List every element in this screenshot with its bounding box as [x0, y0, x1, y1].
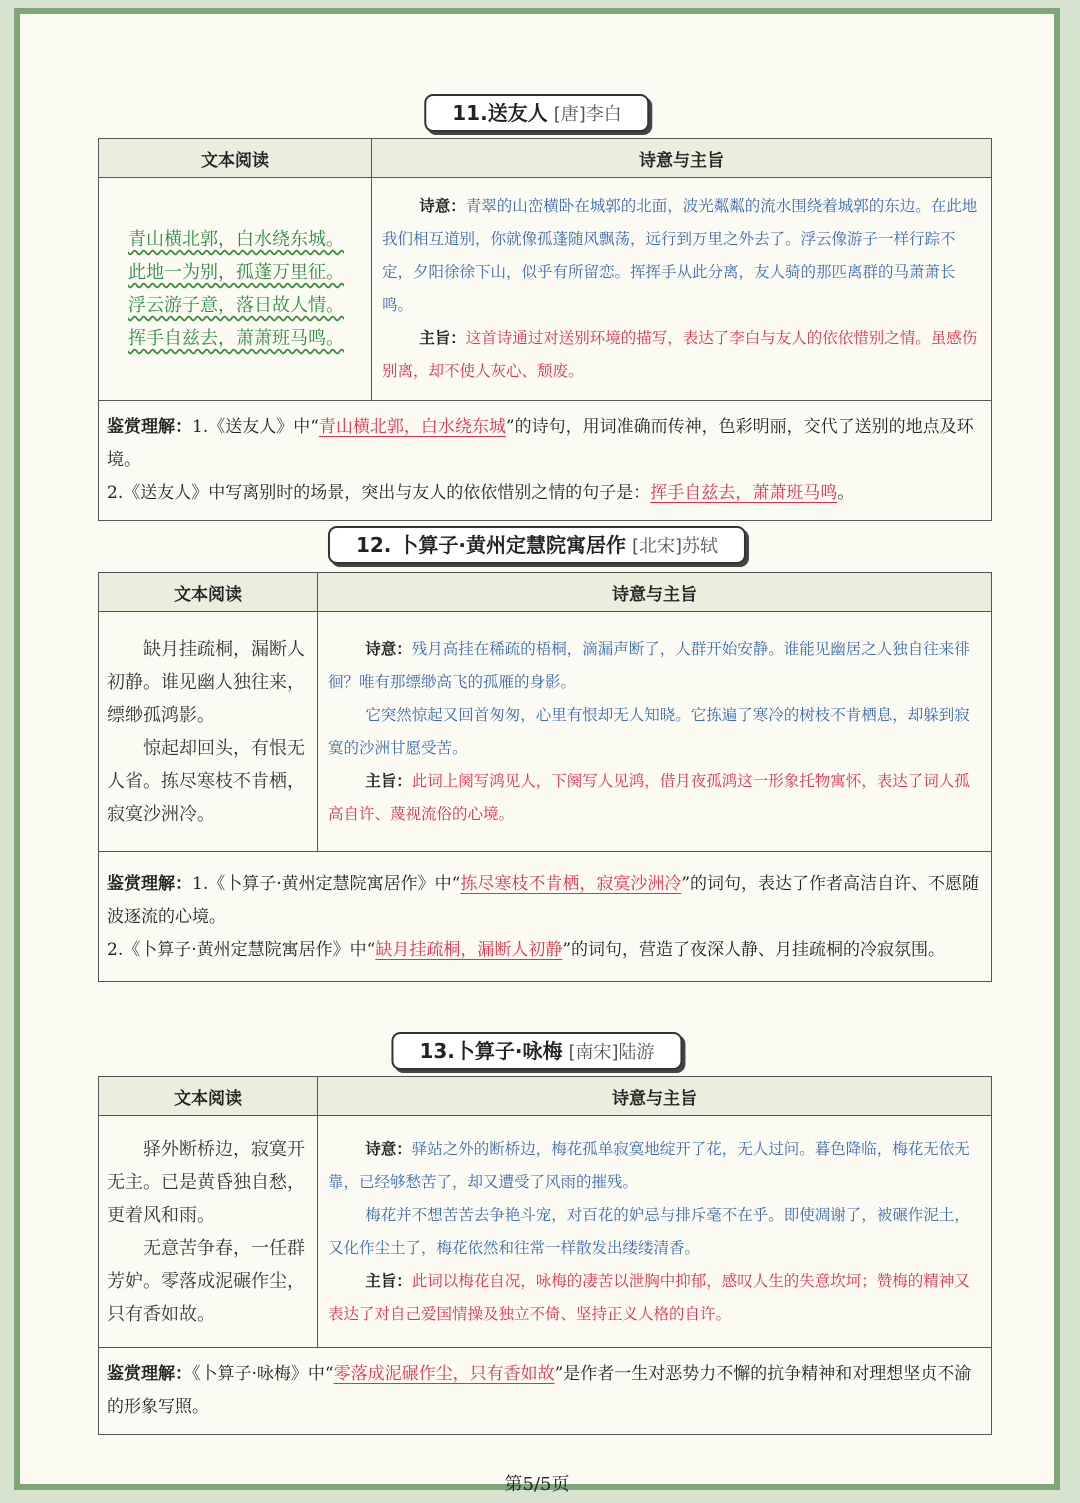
poem-line: 挥手自兹去，萧萧班马鸣。	[128, 328, 344, 349]
analysis-highlight: 拣尽寒枝不肯栖，寂寞沙洲冷	[460, 874, 682, 894]
poem-line: 此地一为别，孤蓬万里征。	[128, 262, 344, 283]
poem-para: 驿外断桥边，寂寞开无主。已是黄昏独自愁，更着风和雨。	[107, 1138, 305, 1226]
analysis-label: 鉴赏理解：	[107, 417, 192, 437]
analysis-item	[107, 477, 983, 510]
original-text	[99, 1116, 318, 1348]
theme-para	[382, 322, 981, 388]
analysis-cell	[99, 852, 992, 982]
analysis-text: 《卜算子·咏梅》中“	[192, 1364, 334, 1384]
analysis-cell	[99, 401, 992, 521]
poem-title-text: 13.卜算子·咏梅	[419, 1039, 563, 1063]
poem-table-11	[98, 138, 992, 521]
col-header-reading: 文本阅读	[99, 139, 372, 178]
poem-table-13	[98, 1076, 992, 1435]
analysis-highlight: 零落成泥碾作尘，只有香如故	[333, 1364, 555, 1384]
analysis-item	[107, 1358, 983, 1424]
meaning-label: 诗意：	[365, 1139, 412, 1158]
poem-author: [南宋]陆游	[568, 1042, 655, 1063]
meaning-para	[382, 190, 981, 322]
theme-para	[328, 765, 981, 831]
theme-label: 主旨：	[365, 1271, 412, 1290]
original-text	[99, 178, 372, 401]
meaning-label: 诗意：	[365, 639, 412, 658]
theme-label: 主旨：	[365, 771, 412, 790]
analysis-highlight: 挥手自兹去，萧萧班马鸣	[650, 483, 838, 503]
col-header-meaning: 诗意与主旨	[372, 139, 992, 178]
analysis-text: 2.《送友人》中写离别时的场景，突出与友人的依依惜别之情的句子是：	[107, 483, 651, 503]
analysis-label: 鉴赏理解：	[107, 1364, 192, 1384]
original-text	[99, 612, 318, 852]
poem-title-text: 11.送友人	[452, 101, 548, 125]
poem-author: [唐]李白	[553, 104, 622, 125]
theme-text: 此词以梅花自况，咏梅的凄苦以泄胸中抑郁，感叹人生的失意坎坷；赞梅的精神又表达了对自己爱国情操及独立不倚、坚持正义人格的自许。	[328, 1271, 970, 1323]
analysis-item	[107, 934, 983, 967]
meaning-text: 青翠的山峦横卧在城郭的北面，波光粼粼的流水围绕着城郭的东边。在此地我们相互道别，你就像孤蓬随风飘荡，远行到万里之外去了。浮云像游子一样行踪不定，夕阳徐徐下山，似乎有所留恋。挥挥手从此分离，友人骑的那匹离群的马萧萧长鸣。	[382, 197, 978, 314]
poem-author: [北宋]苏轼	[631, 536, 719, 557]
poem-line: 浮云游子意，落日故人情。	[128, 295, 344, 316]
translation-cell	[318, 1116, 992, 1348]
analysis-text: ”的词句，营造了夜深人静、月挂疏桐的冷寂氛围。	[562, 940, 946, 960]
theme-label: 主旨：	[419, 329, 466, 347]
poem-line: 青山横北郭，白水绕东城。	[128, 229, 344, 250]
col-header-meaning: 诗意与主旨	[318, 1077, 992, 1116]
page-inner	[32, 26, 1042, 1495]
poem-para: 缺月挂疏桐，漏断人初静。谁见幽人独往来，缥缈孤鸿影。	[107, 638, 305, 726]
poem-title-12	[328, 526, 746, 564]
col-header-reading: 文本阅读	[99, 1077, 318, 1116]
analysis-text: ”的诗句，用词准确而传神，色彩明丽，交代了送别的地点及环境。	[107, 417, 974, 470]
poem-para: 惊起却回头，有恨无人省。拣尽寒枝不肯栖，寂寞沙洲冷。	[107, 737, 305, 825]
meaning-para	[328, 633, 981, 699]
meaning-text-2: 梅花并不想苦苦去争艳斗宠，对百花的妒忌与排斥毫不在乎。即使凋谢了，被碾作泥土，又化作尘土了，梅花依然和往常一样散发出缕缕清香。	[328, 1205, 970, 1257]
meaning-text-2: 它突然惊起又回首匆匆，心里有恨却无人知晓。它拣遍了寒冷的树枝不肯栖息，却躲到寂寞的沙洲甘愿受苦。	[328, 705, 970, 757]
analysis-item	[107, 868, 983, 934]
poem-title-text: 12. 卜算子·黄州定慧院寓居作	[355, 533, 626, 557]
analysis-text: ”是作者一生对恶势力不懈的抗争精神和对理想坚贞不渝的形象写照。	[107, 1364, 972, 1417]
col-header-reading: 文本阅读	[99, 573, 318, 612]
analysis-cell	[99, 1348, 992, 1435]
analysis-text: 。	[837, 483, 855, 503]
analysis-highlight: 缺月挂疏桐，漏断人初静	[375, 940, 563, 960]
analysis-text: 1.《送友人》中“	[192, 417, 319, 437]
meaning-label: 诗意：	[419, 197, 466, 215]
analysis-text: 1.《卜算子·黄州定慧院寓居作》中“	[192, 874, 461, 894]
analysis-item	[107, 411, 983, 477]
col-header-meaning: 诗意与主旨	[318, 573, 992, 612]
meaning-para	[328, 1133, 981, 1199]
analysis-label: 鉴赏理解：	[107, 874, 192, 894]
analysis-highlight: 青山横北郭，白水绕东城	[318, 417, 506, 437]
theme-text: 这首诗通过对送别环境的描写，表达了李白与友人的依依惜别之情。虽感伤别离，却不使人灰心、颓废。	[382, 329, 978, 380]
meaning-text: 残月高挂在稀疏的梧桐，滴漏声断了，人群开始安静。谁能见幽居之人独自往来徘徊？唯有那缥缈高飞的孤雁的身影。	[328, 639, 970, 691]
document-page	[14, 8, 1060, 1495]
poem-para: 无意苦争春，一任群芳妒。零落成泥碾作尘，只有香如故。	[107, 1237, 305, 1325]
theme-para	[328, 1265, 981, 1331]
analysis-text: ”的词句，表达了作者高洁自许、不愿随波逐流的心境。	[107, 874, 980, 927]
page-number: 第5/5页	[504, 1474, 570, 1495]
analysis-text: 2.《卜算子·黄州定慧院寓居作》中“	[107, 940, 376, 960]
poem-table-12	[98, 572, 992, 982]
translation-cell	[318, 612, 992, 852]
theme-text: 此词上阕写鸿见人，下阕写人见鸿，借月夜孤鸿这一形象托物寓怀，表达了词人孤高自许、蔑视流俗的心境。	[328, 771, 970, 823]
poem-title-11	[424, 94, 649, 132]
meaning-text: 驿站之外的断桥边，梅花孤单寂寞地绽开了花，无人过问。暮色降临，梅花无依无靠，已经够愁苦了，却又遭受了风雨的摧残。	[328, 1139, 970, 1191]
translation-cell	[372, 178, 992, 401]
poem-title-13	[391, 1032, 682, 1070]
